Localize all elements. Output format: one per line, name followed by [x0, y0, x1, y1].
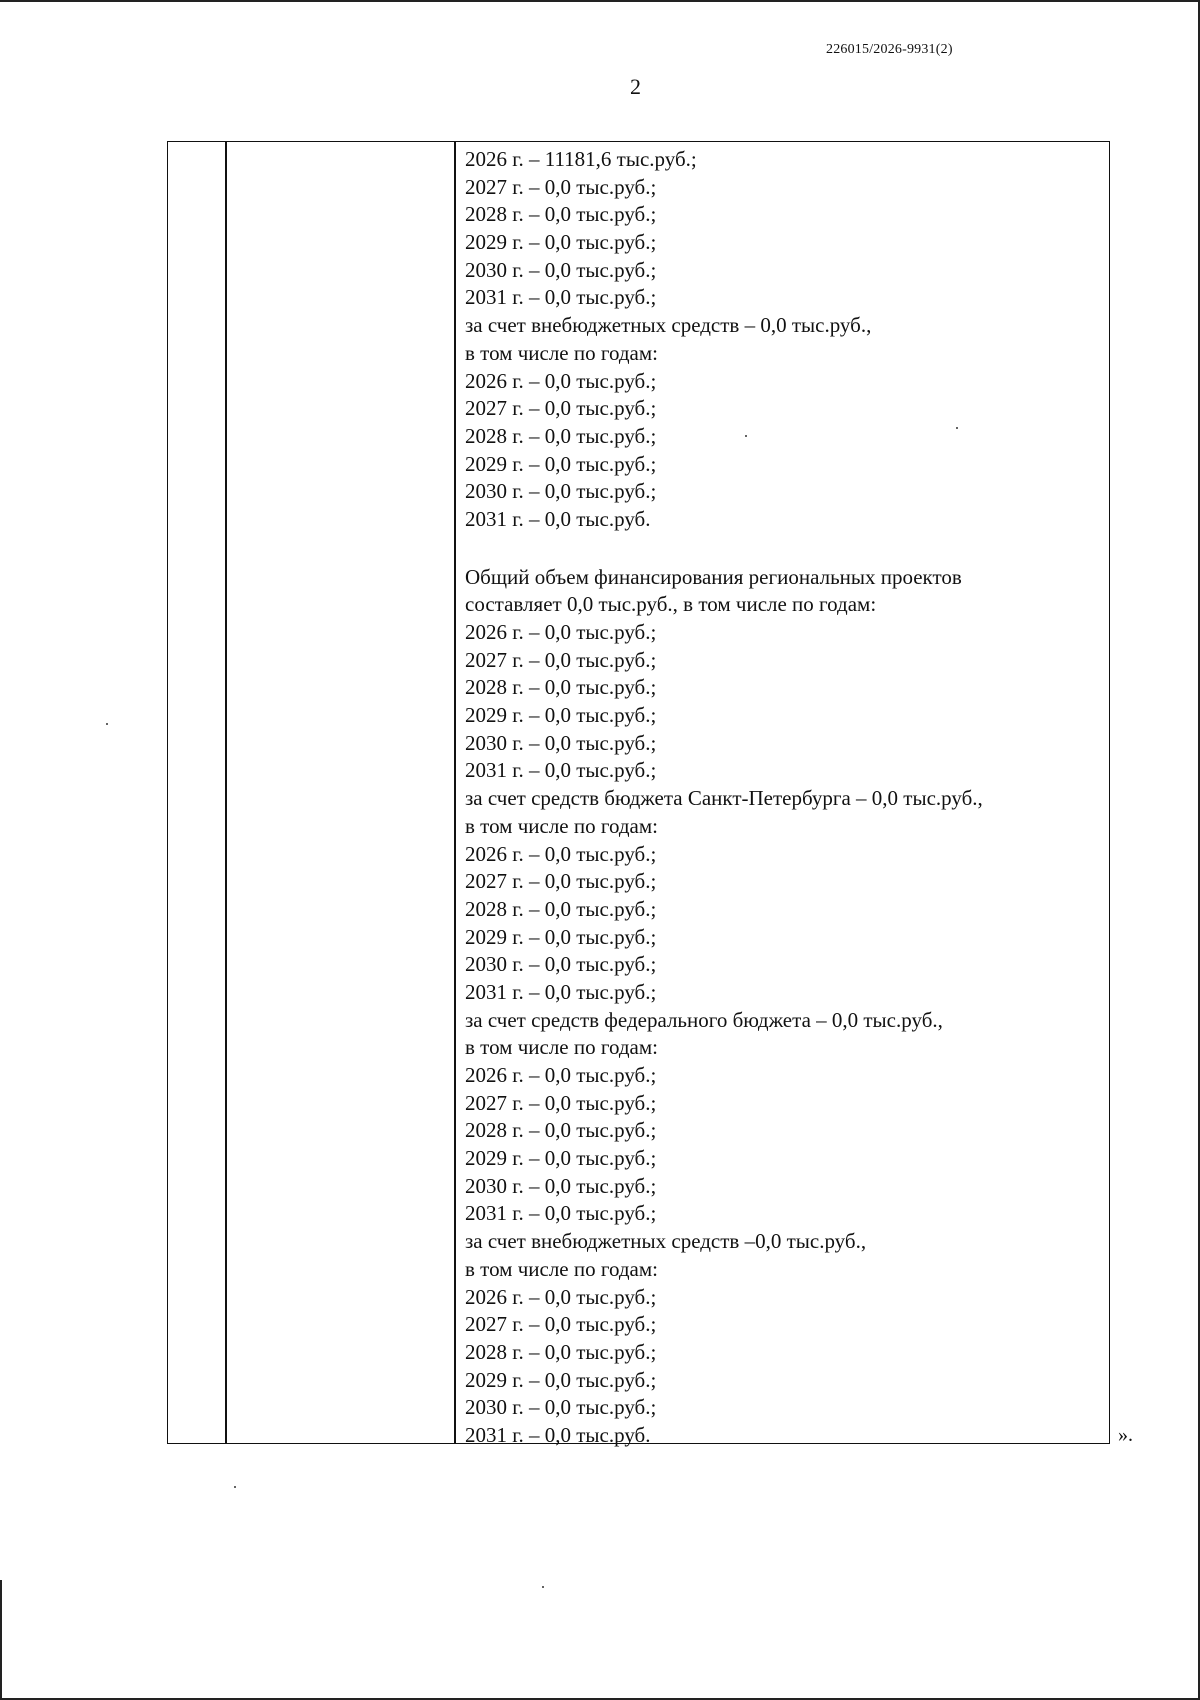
document-number: 226015/2026-9931(2)	[826, 42, 953, 57]
text-line: 2030 г. – 0,0 тыс.руб.;	[465, 1173, 657, 1198]
text-line: 2029 г. – 0,0 тыс.руб.;	[465, 924, 657, 949]
extrabudget-section	[465, 146, 1105, 534]
text-line: 2031 г. – 0,0 тыс.руб.;	[465, 285, 657, 310]
text-line: 2031 г. – 0,0 тыс.руб.;	[465, 1201, 657, 1226]
text-line: 2031 г. – 0,0 тыс.руб.	[465, 1422, 651, 1447]
text-line: в том числе по годам:	[465, 340, 658, 365]
text-line: 2030 г. – 0,0 тыс.руб.;	[465, 479, 657, 504]
text-line: 2028 г. – 0,0 тыс.руб.;	[465, 1118, 657, 1143]
text-line: 2030 г. – 0,0 тыс.руб.;	[465, 257, 657, 282]
text-line: 2030 г. – 0,0 тыс.руб.;	[465, 952, 657, 977]
text-line: 2026 г. – 0,0 тыс.руб.;	[465, 841, 657, 866]
text-line: 2027 г. – 0,0 тыс.руб.;	[465, 869, 657, 894]
text-line: 2029 г. – 0,0 тыс.руб.;	[465, 451, 657, 476]
scan-speck	[956, 427, 958, 429]
text-line: 2027 г. – 0,0 тыс.руб.;	[465, 1090, 657, 1115]
text-line: 2027 г. – 0,0 тыс.руб.;	[465, 174, 657, 199]
scan-speck	[745, 435, 747, 437]
paragraph-gap	[465, 534, 1105, 564]
text-line: за счет внебюджетных средств –0,0 тыс.руб.,	[465, 1229, 867, 1254]
text-line: составляет 0,0 тыс.руб., в том числе по годам:	[465, 592, 877, 617]
text-line: за счет внебюджетных средств – 0,0 тыс.руб.,	[465, 313, 872, 338]
text-line: в том числе по годам:	[465, 1035, 658, 1060]
text-line: 2026 г. – 0,0 тыс.руб.;	[465, 1063, 657, 1087]
regional-projects-section	[465, 564, 1105, 1450]
text-line: 2026 г. – 11181,6 тыс.руб.;	[465, 147, 697, 171]
text-line: 2029 г. – 0,0 тыс.руб.;	[465, 230, 657, 255]
text-line: 2028 г. – 0,0 тыс.руб.;	[465, 423, 657, 448]
text-line: 2029 г. – 0,0 тыс.руб.;	[465, 1146, 657, 1171]
text-line: 2028 г. – 0,0 тыс.руб.;	[465, 202, 657, 227]
text-line: Общий объем финансирования региональных проектов	[465, 564, 962, 589]
column-divider	[225, 142, 227, 1443]
text-line: 2029 г. – 0,0 тыс.руб.;	[465, 703, 657, 728]
scan-edge-top	[0, 0, 1200, 2]
text-line: 2031 г. – 0,0 тыс.руб.;	[465, 758, 657, 783]
text-line: 2026 г. – 0,0 тыс.руб.;	[465, 1284, 657, 1309]
text-line: 2031 г. – 0,0 тыс.руб.	[465, 506, 651, 531]
text-line: 2028 г. – 0,0 тыс.руб.;	[465, 675, 657, 700]
text-line: за счет средств бюджета Санкт-Петербурга – 0,0 тыс.руб.,	[465, 786, 983, 811]
text-line: в том числе по годам:	[465, 813, 658, 838]
scan-edge-left	[0, 1580, 2, 1700]
closing-quote: ».	[1118, 1424, 1133, 1446]
text-line: 2030 г. – 0,0 тыс.руб.;	[465, 730, 657, 755]
text-line: 2028 г. – 0,0 тыс.руб.;	[465, 1339, 657, 1364]
text-line: в том числе по годам:	[465, 1256, 658, 1281]
scan-speck	[106, 723, 108, 725]
page-number: 2	[630, 74, 641, 99]
text-line: 2028 г. – 0,0 тыс.руб.;	[465, 896, 657, 921]
text-line: 2031 г. – 0,0 тыс.руб.;	[465, 979, 657, 1004]
text-line: 2026 г. – 0,0 тыс.руб.;	[465, 620, 657, 644]
text-line: за счет средств федерального бюджета – 0,0 тыс.руб.,	[465, 1007, 943, 1032]
text-line: 2027 г. – 0,0 тыс.руб.;	[465, 396, 657, 421]
column-divider	[454, 142, 456, 1443]
financing-table	[167, 141, 1110, 1447]
text-line: 2027 г. – 0,0 тыс.руб.;	[465, 647, 657, 672]
scan-speck	[542, 1586, 544, 1588]
text-line: 2027 г. – 0,0 тыс.руб.;	[465, 1312, 657, 1337]
financing-text-cell	[465, 146, 1105, 1450]
text-line: 2029 г. – 0,0 тыс.руб.;	[465, 1367, 657, 1392]
text-line: 2026 г. – 0,0 тыс.руб.;	[465, 368, 657, 393]
scan-speck	[234, 1486, 236, 1488]
text-line: 2030 г. – 0,0 тыс.руб.;	[465, 1395, 657, 1420]
